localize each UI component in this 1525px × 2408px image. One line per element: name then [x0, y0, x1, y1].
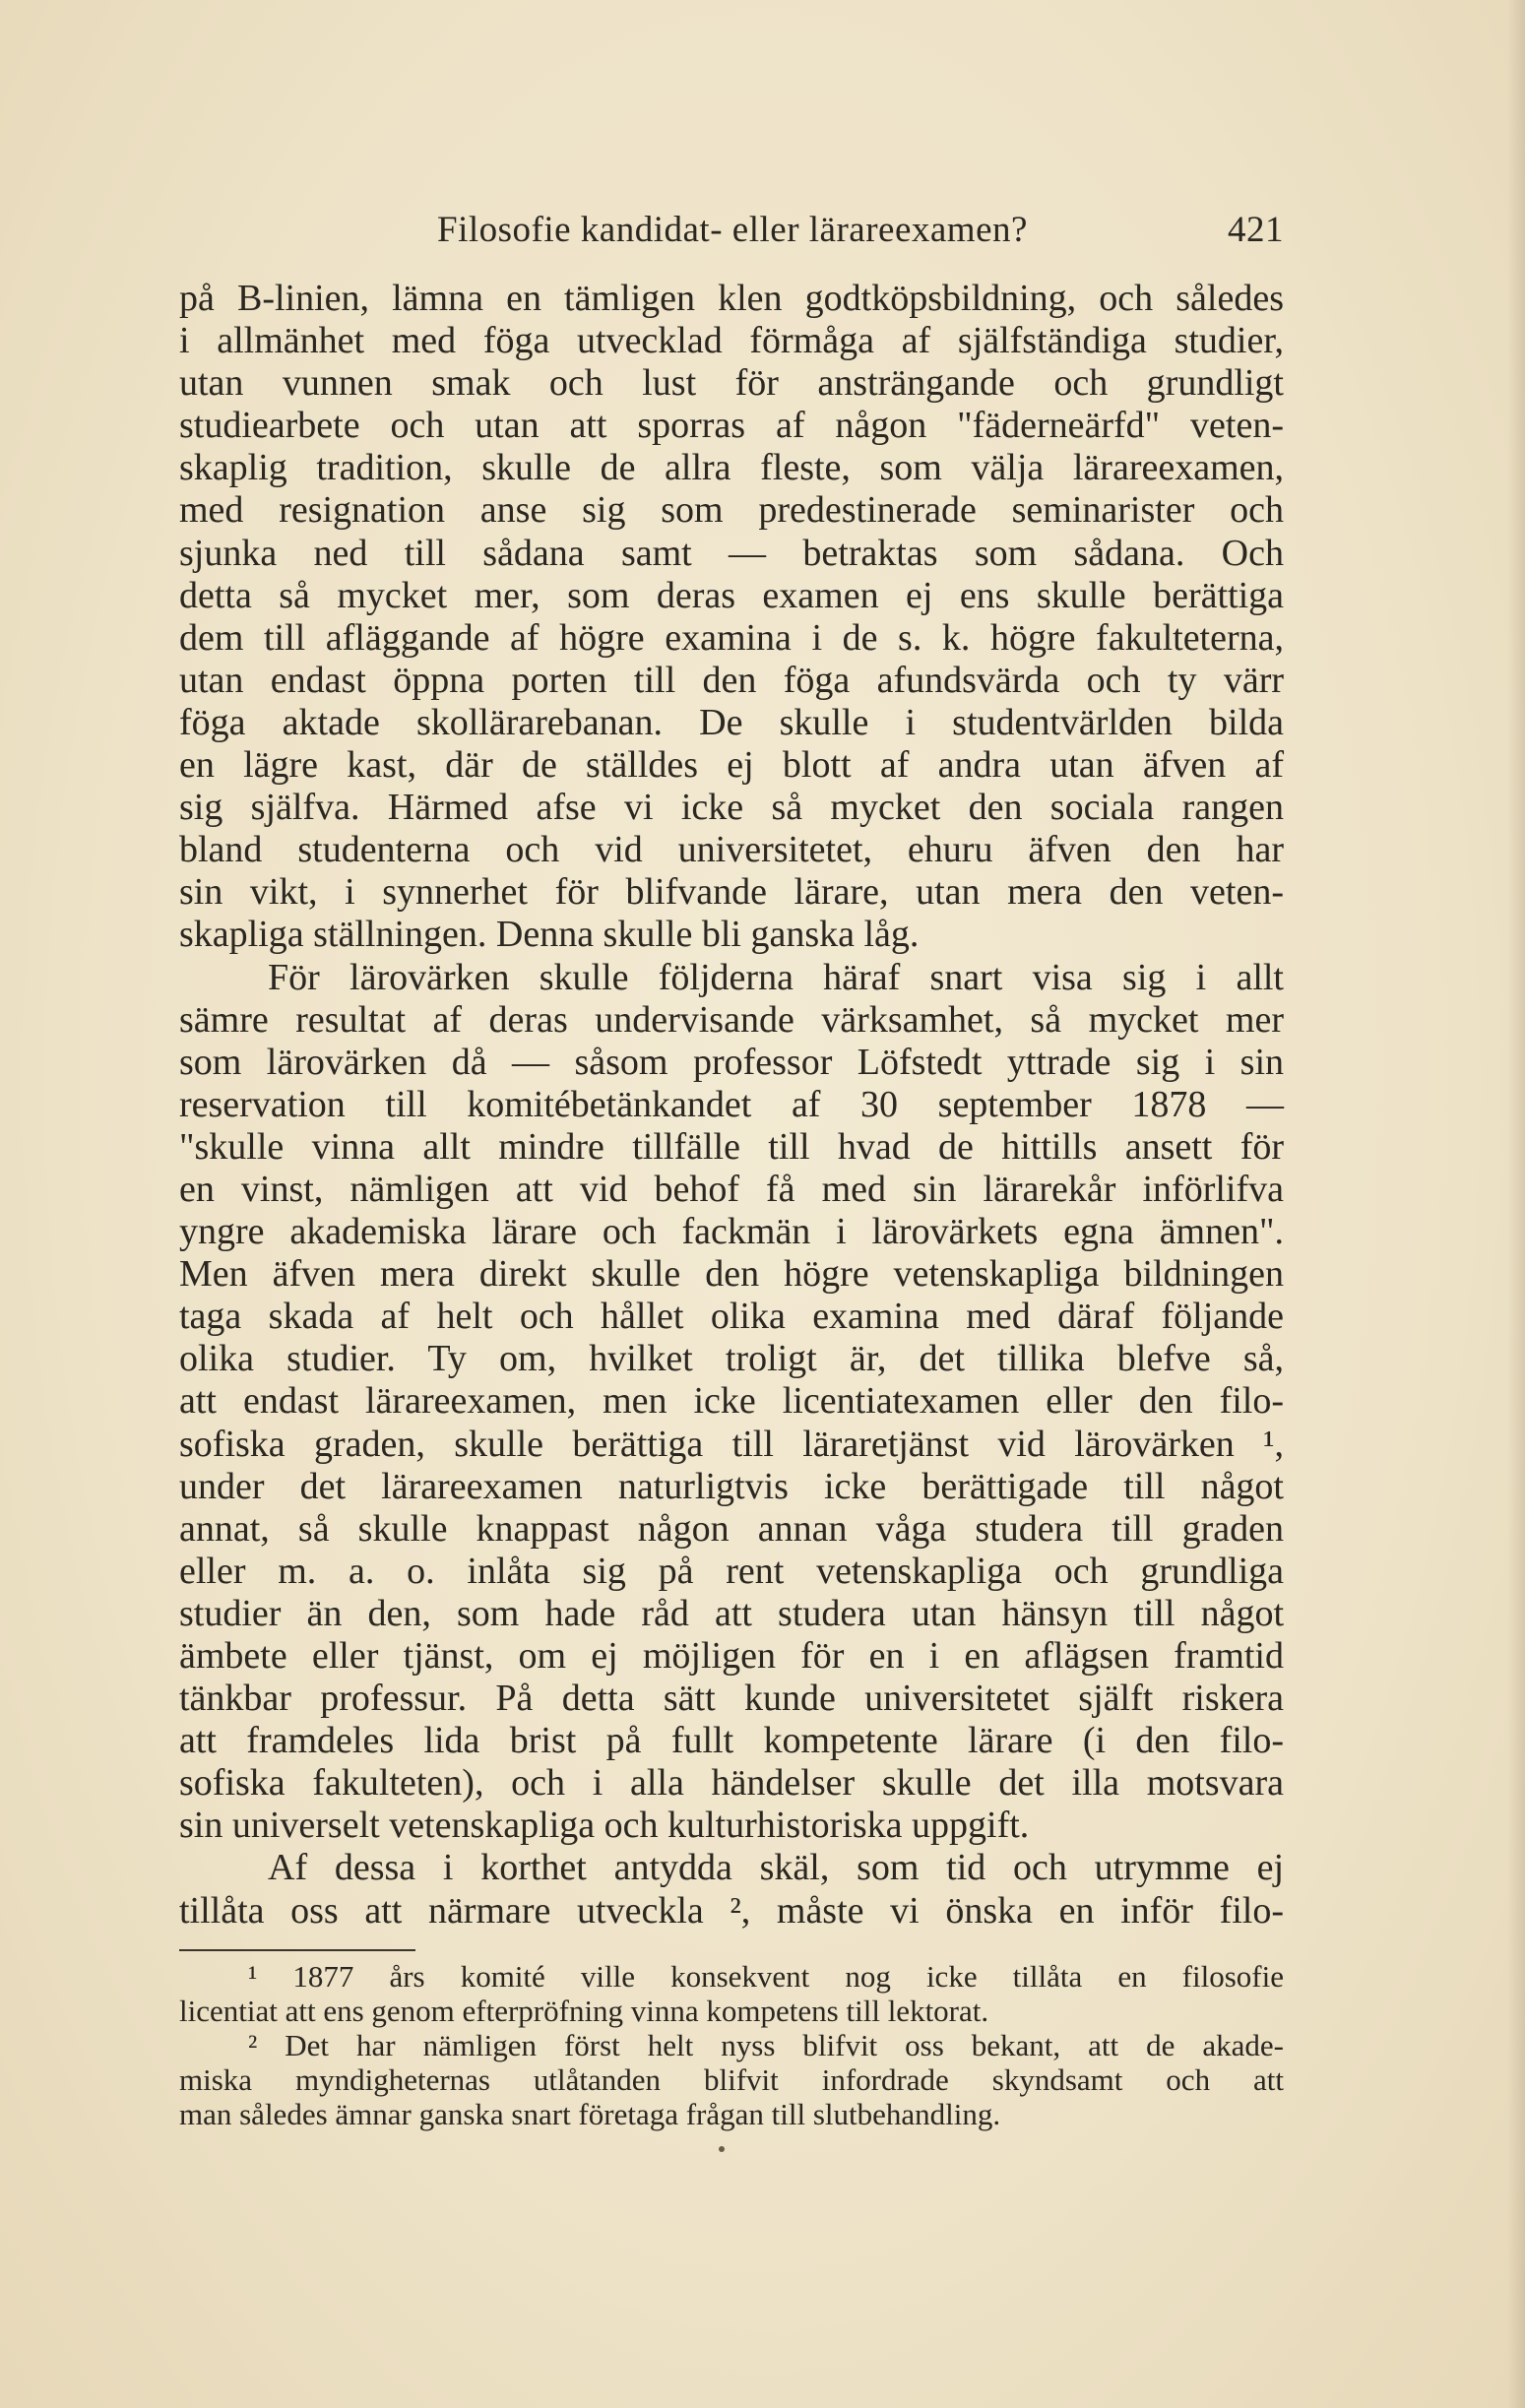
body-text — [179, 278, 1284, 1933]
text-line: Af dessa i korthet antydda skäl, som tid och utrymme ej — [268, 1847, 1284, 1889]
text-line: reservation till komitébetänkandet af 30 september 1878 — — [179, 1083, 1284, 1125]
text-line: olika studier. Ty om, hvilket troligt är, det tillika blefve så, — [179, 1338, 1284, 1380]
footnotes — [179, 1959, 1284, 2131]
text-line: med resignation anse sig som predestinerade seminarister och — [179, 489, 1284, 532]
footnote-line: miska myndigheternas utlåtanden blifvit infordrade skyndsamt och att — [179, 2062, 1284, 2097]
text-line: som lärovärken då — såsom professor Löfstedt yttrade sig i sin — [179, 1041, 1284, 1083]
text-line: studier än den, som hade råd att studera utan hänsyn till något — [179, 1592, 1284, 1634]
footnote-line: ¹ 1877 års komité ville konsekvent nog icke tillåta en filosofie — [248, 1959, 1284, 1994]
text-line: bland studenterna och vid universitetet, ehuru äfven den har — [179, 829, 1284, 871]
text-line: detta så mycket mer, som deras examen ej ens skulle berättiga — [179, 574, 1284, 616]
text-line: För lärovärken skulle följderna häraf snart visa sig i allt — [268, 956, 1284, 998]
text-line: sjunka ned till sådana samt — betraktas som sådana. Och — [179, 532, 1284, 574]
text-line: en vinst, nämligen att vid behof få med sin lärarekår införlifva — [179, 1168, 1284, 1210]
text-line: sin vikt, i synnerhet för blifvande lärare, utan mera den veten- — [179, 871, 1284, 914]
text-line: sämre resultat af deras undervisande värksamhet, så mycket mer — [179, 998, 1284, 1041]
page-number: 421 — [1228, 210, 1284, 250]
text-line: studiearbete och utan att sporras af någon "fäderneärfd" veten- — [179, 405, 1284, 447]
text-line: dem till afläggande af högre examina i de s. k. högre fakulteterna, — [179, 616, 1284, 659]
text-line: en lägre kast, där de ställdes ej blott af andra utan äfven af — [179, 744, 1284, 787]
text-line: under det lärareexamen naturligtvis icke berättigade till något — [179, 1465, 1284, 1507]
page-edge-shadow — [1507, 0, 1525, 2408]
text-line: taga skada af helt och hållet olika examina med däraf följande — [179, 1296, 1284, 1338]
text-line: tänkbar professur. På detta sätt kunde universitetet själft riskera — [179, 1678, 1284, 1720]
text-line: ämbete eller tjänst, om ej möjligen för en i en aflägsen framtid — [179, 1635, 1284, 1677]
running-head — [179, 209, 1284, 258]
text-line: utan vunnen smak och lust för ansträngande och grundligt — [179, 362, 1284, 405]
text-line: Men äfven mera direkt skulle den högre vetenskapliga bildningen — [179, 1253, 1284, 1296]
text-line: i allmänhet med föga utvecklad förmåga af själfständiga studier, — [179, 320, 1284, 362]
text-line: sofiska graden, skulle berättiga till läraretjänst vid lärovärken ¹, — [179, 1423, 1284, 1465]
text-line: att framdeles lida brist på fullt kompetente lärare (i den filo- — [179, 1720, 1284, 1762]
footnote-line: ² Det har nämligen först helt nyss blifvit oss bekant, att de akade- — [248, 2028, 1284, 2062]
text-line: sofiska fakulteten), och i alla händelser skulle det illa motsvara — [179, 1762, 1284, 1805]
text-line: eller m. a. o. inlåta sig på rent vetenskapliga och grundliga — [179, 1550, 1284, 1592]
footnote-rule — [179, 1949, 415, 1951]
text-line: utan endast öppna porten till den föga afundsvärda och ty värr — [179, 659, 1284, 701]
text-line: annat, så skulle knappast någon annan våga studera till graden — [179, 1507, 1284, 1550]
text-line: sin universelt vetenskapliga och kulturhistoriska uppgift. — [179, 1805, 1030, 1847]
text-line: att endast lärareexamen, men icke licentiatexamen eller den filo- — [179, 1380, 1284, 1423]
text-line: tillåta oss att närmare utveckla ², måste vi önska en inför filo- — [179, 1889, 1284, 1932]
footnote-line: licentiat att ens genom efterpröfning vinna kompetens till lektorat. — [179, 1994, 989, 2028]
footnote-line: man således ämnar ganska snart företaga frågan till slutbehandling. — [179, 2097, 1001, 2131]
text-line: föga aktade skollärarebanan. De skulle i studentvärlden bilda — [179, 701, 1284, 743]
text-line: sig själfva. Härmed afse vi icke så mycket den sociala rangen — [179, 787, 1284, 829]
text-line: skapliga ställningen. Denna skulle bli ganska låg. — [179, 914, 920, 956]
running-title: Filosofie kandidat- eller lärareexamen? — [437, 210, 1028, 250]
text-line: skaplig tradition, skulle de allra fleste, som välja lärareexamen, — [179, 447, 1284, 489]
text-line: på B-linien, lämna en tämligen klen godtköpsbildning, och således — [179, 278, 1284, 319]
text-line: yngre akademiska lärare och fackmän i lärovärkets egna ämnen". — [179, 1211, 1284, 1253]
ink-speck — [719, 2146, 725, 2152]
text-line: "skulle vinna allt mindre tillfälle till hvad de hittills ansett för — [179, 1125, 1284, 1168]
